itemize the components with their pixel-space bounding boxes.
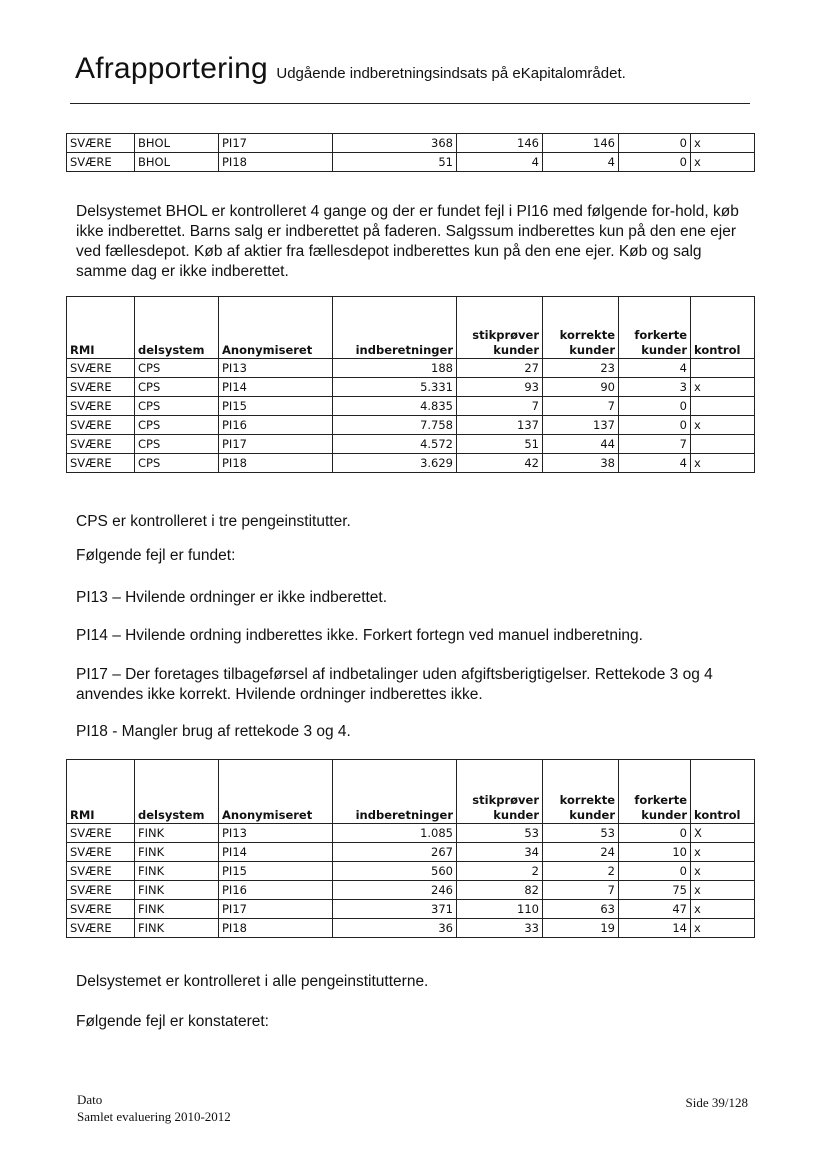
cps-finding-pi13: PI13 – Hvilende ordninger er ikke indberettet. bbox=[76, 589, 388, 606]
cell-indberetninger: 1.085 bbox=[333, 824, 457, 843]
table-row bbox=[67, 900, 755, 919]
cell-rmi: SVÆRE bbox=[67, 881, 135, 900]
cell-forkerte: 47 bbox=[619, 900, 691, 919]
cell-anonymiseret: PI15 bbox=[219, 862, 333, 881]
cell-korrekte: 137 bbox=[543, 416, 619, 435]
header-rmi: RMI bbox=[67, 760, 135, 824]
cell-anonymiseret: PI18 bbox=[219, 454, 333, 473]
table-row bbox=[67, 134, 755, 153]
cell-indberetninger: 368 bbox=[333, 134, 457, 153]
cell-delsystem: FINK bbox=[135, 862, 219, 881]
cell-stikproever: 7 bbox=[457, 397, 543, 416]
cell-korrekte: 19 bbox=[543, 919, 619, 938]
cell-rmi: SVÆRE bbox=[67, 397, 135, 416]
cell-forkerte: 14 bbox=[619, 919, 691, 938]
cell-kontrol: x bbox=[691, 416, 755, 435]
cell-indberetninger: 7.758 bbox=[333, 416, 457, 435]
cell-kontrol: x bbox=[691, 378, 755, 397]
header-kontrol: kontrol bbox=[691, 760, 755, 824]
cell-indberetninger: 371 bbox=[333, 900, 457, 919]
cell-stikproever: 27 bbox=[457, 359, 543, 378]
cell-anonymiseret: PI16 bbox=[219, 881, 333, 900]
cell-stikproever: 146 bbox=[457, 134, 543, 153]
cps-finding-pi17: PI17 – Der foretages tilbageførsel af indbetalinger uden afgiftsberigtigelser. Rettekode 3 og 4 anvendes ikke korrekt. Hvilende ordninger indberettes ikke. bbox=[76, 666, 713, 703]
cell-kontrol: x bbox=[691, 843, 755, 862]
table-row bbox=[67, 824, 755, 843]
cell-rmi: SVÆRE bbox=[67, 378, 135, 397]
cell-rmi: SVÆRE bbox=[67, 900, 135, 919]
header-divider bbox=[70, 103, 750, 104]
header-text: stikprøver kunder bbox=[472, 328, 539, 357]
cell-anonymiseret: PI13 bbox=[219, 824, 333, 843]
cell-stikproever: 42 bbox=[457, 454, 543, 473]
cell-kontrol: x bbox=[691, 862, 755, 881]
cell-korrekte: 7 bbox=[543, 881, 619, 900]
cps-finding-pi18: PI18 - Mangler brug af rettekode 3 og 4. bbox=[76, 723, 351, 740]
cell-korrekte: 53 bbox=[543, 824, 619, 843]
cell-delsystem: CPS bbox=[135, 359, 219, 378]
table-row bbox=[67, 843, 755, 862]
footer-date-label: Dato bbox=[77, 1092, 103, 1107]
cell-indberetninger: 188 bbox=[333, 359, 457, 378]
table-row bbox=[67, 881, 755, 900]
cps-finding-pi14: PI14 – Hvilende ordning indberettes ikke. Forkert fortegn ved manuel indberetning. bbox=[76, 627, 643, 644]
cell-stikproever: 93 bbox=[457, 378, 543, 397]
cell-korrekte: 63 bbox=[543, 900, 619, 919]
footer-document-name: Samlet evaluering 2010-2012 bbox=[77, 1109, 231, 1124]
header-korrekte bbox=[543, 760, 619, 824]
page-subtitle: Udgående indberetningsindsats på eKapitalområdet. bbox=[276, 65, 626, 82]
footer-left bbox=[77, 1091, 231, 1125]
cell-kontrol bbox=[691, 397, 755, 416]
cell-stikproever: 51 bbox=[457, 435, 543, 454]
cell-rmi: SVÆRE bbox=[67, 359, 135, 378]
header-kontrol: kontrol bbox=[691, 297, 755, 359]
cell-rmi: SVÆRE bbox=[67, 454, 135, 473]
cell-rmi: SVÆRE bbox=[67, 843, 135, 862]
cell-rmi: SVÆRE bbox=[67, 134, 135, 153]
header-text: stikprøver kunder bbox=[472, 793, 539, 822]
cell-rmi: SVÆRE bbox=[67, 153, 135, 172]
cell-forkerte: 0 bbox=[619, 134, 691, 153]
table-row bbox=[67, 454, 755, 473]
cell-anonymiseret: PI14 bbox=[219, 843, 333, 862]
cell-forkerte: 4 bbox=[619, 359, 691, 378]
cell-forkerte: 0 bbox=[619, 862, 691, 881]
cell-indberetninger: 267 bbox=[333, 843, 457, 862]
table-row bbox=[67, 919, 755, 938]
cell-kontrol: x bbox=[691, 881, 755, 900]
page-header bbox=[75, 52, 626, 86]
cell-kontrol bbox=[691, 435, 755, 454]
cell-delsystem: FINK bbox=[135, 900, 219, 919]
table-row bbox=[67, 153, 755, 172]
cell-forkerte: 0 bbox=[619, 416, 691, 435]
cell-delsystem: CPS bbox=[135, 397, 219, 416]
header-stikproever bbox=[457, 297, 543, 359]
fink-summary: Delsystemet er kontrolleret i alle pengeinstitutterne. bbox=[76, 973, 429, 990]
cell-kontrol: X bbox=[691, 824, 755, 843]
header-stikproever bbox=[457, 760, 543, 824]
cell-indberetninger: 4.572 bbox=[333, 435, 457, 454]
fink-table bbox=[66, 759, 755, 938]
cell-forkerte: 75 bbox=[619, 881, 691, 900]
table-header-row bbox=[67, 760, 755, 824]
cell-stikproever: 137 bbox=[457, 416, 543, 435]
cell-korrekte: 90 bbox=[543, 378, 619, 397]
bhol-description: Delsystemet BHOL er kontrolleret 4 gange og der er fundet fejl i PI16 med følgende for-hold, køb ikke indberettet. Barns salg er indberettet på faderen. Salgssum indberettes kun på den ene ejer ved fællesdepot. Køb af aktier fra fællesdepot indberettes kun på den ene ejer. Køb og salg samme dag er ikke indberettet. bbox=[76, 203, 739, 280]
cps-summary: CPS er kontrolleret i tre pengeinstitutter. bbox=[76, 513, 351, 530]
table-row bbox=[67, 416, 755, 435]
cell-korrekte: 7 bbox=[543, 397, 619, 416]
cell-anonymiseret: PI13 bbox=[219, 359, 333, 378]
cell-delsystem: BHOL bbox=[135, 153, 219, 172]
cell-anonymiseret: PI14 bbox=[219, 378, 333, 397]
cell-delsystem: CPS bbox=[135, 454, 219, 473]
cell-indberetninger: 560 bbox=[333, 862, 457, 881]
cell-delsystem: CPS bbox=[135, 416, 219, 435]
cell-kontrol: x bbox=[691, 919, 755, 938]
cell-indberetninger: 4.835 bbox=[333, 397, 457, 416]
header-text: korrekte kunder bbox=[559, 328, 615, 357]
cell-delsystem: FINK bbox=[135, 824, 219, 843]
cell-forkerte: 7 bbox=[619, 435, 691, 454]
cell-delsystem: FINK bbox=[135, 881, 219, 900]
cell-indberetninger: 3.629 bbox=[333, 454, 457, 473]
cell-rmi: SVÆRE bbox=[67, 435, 135, 454]
cell-stikproever: 33 bbox=[457, 919, 543, 938]
cell-delsystem: FINK bbox=[135, 919, 219, 938]
cell-anonymiseret: PI16 bbox=[219, 416, 333, 435]
cell-stikproever: 2 bbox=[457, 862, 543, 881]
cell-anonymiseret: PI15 bbox=[219, 397, 333, 416]
header-forkerte bbox=[619, 297, 691, 359]
table-header-row bbox=[67, 297, 755, 359]
header-text: forkerte kunder bbox=[634, 328, 687, 357]
cell-indberetninger: 5.331 bbox=[333, 378, 457, 397]
cell-rmi: SVÆRE bbox=[67, 862, 135, 881]
cell-delsystem: BHOL bbox=[135, 134, 219, 153]
cell-indberetninger: 36 bbox=[333, 919, 457, 938]
cell-korrekte: 23 bbox=[543, 359, 619, 378]
cell-delsystem: CPS bbox=[135, 435, 219, 454]
cell-forkerte: 0 bbox=[619, 153, 691, 172]
header-rmi: RMI bbox=[67, 297, 135, 359]
header-anonymiseret: Anonymiseret bbox=[219, 297, 333, 359]
header-korrekte bbox=[543, 297, 619, 359]
bhol-table bbox=[66, 133, 755, 172]
table-row bbox=[67, 397, 755, 416]
header-anonymiseret: Anonymiseret bbox=[219, 760, 333, 824]
cell-forkerte: 0 bbox=[619, 824, 691, 843]
cell-indberetninger: 51 bbox=[333, 153, 457, 172]
cell-kontrol: x bbox=[691, 900, 755, 919]
cell-kontrol: x bbox=[691, 134, 755, 153]
header-forkerte bbox=[619, 760, 691, 824]
cell-rmi: SVÆRE bbox=[67, 919, 135, 938]
header-indberetninger: indberetninger bbox=[333, 760, 457, 824]
cell-korrekte: 44 bbox=[543, 435, 619, 454]
cell-korrekte: 4 bbox=[543, 153, 619, 172]
cell-forkerte: 10 bbox=[619, 843, 691, 862]
header-indberetninger: indberetninger bbox=[333, 297, 457, 359]
cell-forkerte: 4 bbox=[619, 454, 691, 473]
cell-korrekte: 24 bbox=[543, 843, 619, 862]
cell-rmi: SVÆRE bbox=[67, 416, 135, 435]
table-row bbox=[67, 435, 755, 454]
table-row bbox=[67, 862, 755, 881]
header-delsystem: delsystem bbox=[135, 297, 219, 359]
cps-findings-intro: Følgende fejl er fundet: bbox=[76, 547, 236, 564]
cell-stikproever: 4 bbox=[457, 153, 543, 172]
header-text: korrekte kunder bbox=[559, 793, 615, 822]
cell-stikproever: 53 bbox=[457, 824, 543, 843]
fink-findings-intro: Følgende fejl er konstateret: bbox=[76, 1013, 269, 1030]
cell-kontrol bbox=[691, 359, 755, 378]
table-row bbox=[67, 378, 755, 397]
cell-anonymiseret: PI17 bbox=[219, 435, 333, 454]
page-title: Afrapportering bbox=[75, 52, 268, 85]
cell-delsystem: CPS bbox=[135, 378, 219, 397]
cell-stikproever: 82 bbox=[457, 881, 543, 900]
cell-anonymiseret: PI17 bbox=[219, 900, 333, 919]
cell-anonymiseret: PI17 bbox=[219, 134, 333, 153]
cell-indberetninger: 246 bbox=[333, 881, 457, 900]
cell-forkerte: 3 bbox=[619, 378, 691, 397]
header-text: forkerte kunder bbox=[634, 793, 687, 822]
cell-anonymiseret: PI18 bbox=[219, 919, 333, 938]
cps-table bbox=[66, 296, 755, 473]
footer-page-number: Side 39/128 bbox=[685, 1095, 748, 1110]
cell-anonymiseret: PI18 bbox=[219, 153, 333, 172]
cell-delsystem: FINK bbox=[135, 843, 219, 862]
cell-stikproever: 110 bbox=[457, 900, 543, 919]
cell-forkerte: 0 bbox=[619, 397, 691, 416]
header-delsystem: delsystem bbox=[135, 760, 219, 824]
cell-korrekte: 146 bbox=[543, 134, 619, 153]
cell-korrekte: 38 bbox=[543, 454, 619, 473]
cell-rmi: SVÆRE bbox=[67, 824, 135, 843]
cell-stikproever: 34 bbox=[457, 843, 543, 862]
cell-kontrol: x bbox=[691, 454, 755, 473]
cell-kontrol: x bbox=[691, 153, 755, 172]
table-row bbox=[67, 359, 755, 378]
cell-korrekte: 2 bbox=[543, 862, 619, 881]
